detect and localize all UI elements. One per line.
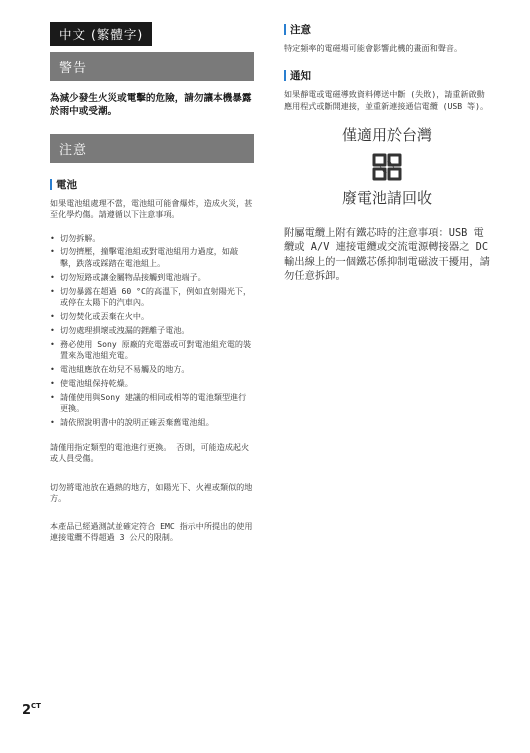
notice-heading-label: 注意 (290, 24, 311, 36)
battery-intro: 如果電池組處理不當，電池組可能會爆炸，造成火災，甚至化學灼傷。請遵循以下注意事項。 (50, 198, 253, 220)
page-suffix: CT (31, 702, 41, 710)
notify-heading-label: 通知 (290, 70, 311, 83)
page-number (22, 702, 41, 718)
notify-heading (284, 68, 490, 83)
warning-text: 為減少發生火災或電擊的危險，請勿讓本機暴露於雨中或受潮。 (50, 93, 252, 117)
list-item: • 切勿拆解。 (50, 233, 254, 244)
list-item: • 請依照說明書中的說明正確丟棄舊電池組。 (50, 417, 254, 428)
battery-heading-label: 電池 (56, 179, 77, 191)
list-item: • 務必使用 Sony 原廠的充電器或可對電池組充電的裝置來為電池組充電。 (50, 339, 254, 362)
list-item: • 切勿暴露在超過 60 °C的高溫下，例如直射陽光下，或停在太陽下的汽車內。 (50, 286, 254, 309)
heading-marker (284, 70, 286, 81)
page-number-value: 2 (22, 703, 32, 718)
replacement-paragraph: 請僅用指定類型的電池進行更換。 否則，可能造成起火或人員受傷。 (50, 441, 250, 464)
list-item: • 請僅使用與Sony 建議的相同或相等的電池類型進行更換。 (50, 392, 254, 415)
left-column (50, 22, 254, 544)
list-item: • 電池組應放在幼兒不易觸及的地方。 (50, 364, 254, 375)
emc-paragraph: 本產品已經過測試並確定符合 EMC 指示中所提出的使用連接電纜不得超過 3 公尺的限制。 (50, 521, 253, 543)
notice-heading (284, 22, 490, 37)
right-column (284, 22, 490, 294)
list-item: • 切勿擠壓，撞擊電池組或對電池組用力過度，如敲擊，跌落或踩踏在電池組上。 (50, 246, 254, 269)
warning-bar: 警告 (50, 52, 254, 81)
notify-text: 如果靜電或電磁導致資料傳送中斷 (失敗)，請重新啟動應用程式或斷開連接，並重新連接通信電纜 (USB 等)。 (284, 89, 489, 111)
caution-bar: 注意 (50, 134, 254, 163)
battery-recycle-icon (370, 151, 404, 183)
list-item: • 使電池組保持乾燥。 (50, 378, 254, 389)
list-item: • 切勿處理損壞或洩漏的鋰離子電池。 (50, 325, 254, 336)
taiwan-only-title: 僅適用於台灣 (341, 125, 432, 144)
list-item: • 切勿焚化或丟棄在火中。 (50, 311, 254, 322)
heat-paragraph: 切勿將電池放在過熱的地方，如陽光下、火裡或類似的地方。 (50, 481, 253, 503)
heading-marker (284, 24, 286, 35)
battery-heading (50, 177, 254, 192)
recycle-batteries-caption: 廢電池請回收 (341, 188, 432, 207)
list-item: • 切勿短路或讓金屬物品接觸到電池端子。 (50, 272, 254, 283)
battery-bullet-list (50, 233, 254, 428)
language-tab: 中文 (繁體字) (50, 22, 152, 46)
ferrite-core-notice: 附屬電纜上附有鐵芯時的注意事項：USB 電纜或 A/V 連接電纜或交流電源轉接器之 DC 輸出線上的一個鐵芯係抑制電磁波干擾用，請勿任意拆卸。 (284, 226, 490, 283)
heading-marker (50, 179, 52, 190)
notice-text: 特定頻率的電磁場可能會影響此機的畫面和聲音。 (284, 43, 463, 53)
